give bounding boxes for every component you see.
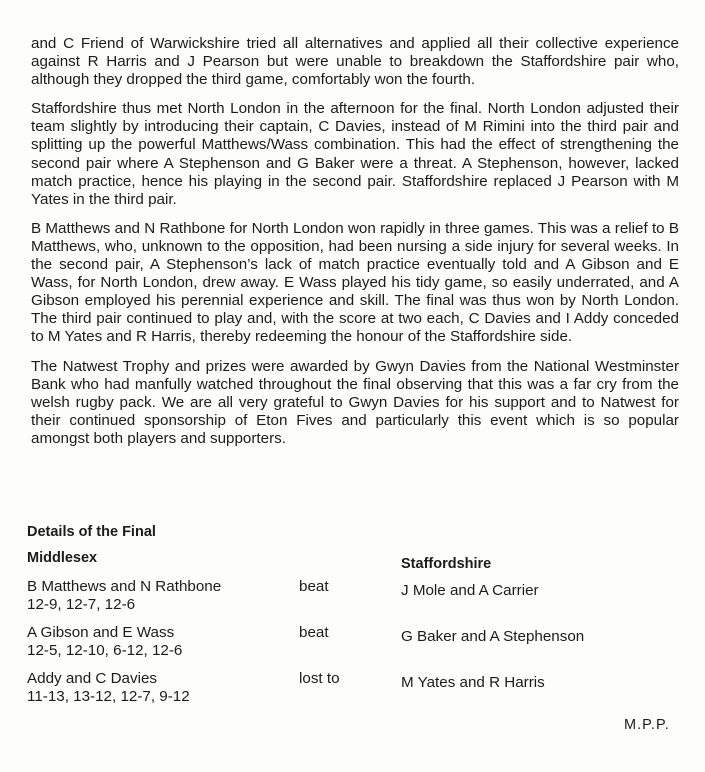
match-players-left: Addy and C Davies <box>27 670 158 687</box>
paragraph-1: and C Friend of Warwickshire tried all alternatives and applied all their collective experience against R Harris and J Pearson but were unable to breakdown the Staffordshire pair who, although they dropped the third game, comfortably won the fourth. <box>31 35 679 89</box>
match-players-left: A Gibson and E Wass <box>27 624 175 641</box>
team-headers <box>27 550 687 578</box>
match-result: lost to <box>299 670 340 687</box>
match-players-right: M Yates and R Harris <box>401 674 545 691</box>
match-players-right: G Baker and A Stephenson <box>401 628 585 645</box>
paragraph-4: The Natwest Trophy and prizes were awarded by Gwyn Davies from the National Westminster Bank who had manfully watched throughout the final observing that this was a far cry from the welsh rugby pack. We are all very grateful to Gwyn Davies for his support and to Natwest for their continued sponsorship of Eton Fives and particularly this event which is so popular amongst both players and supporters. <box>31 357 679 447</box>
paragraph-2: Staffordshire thus met North London in the afternoon for the final. North London adjusted their team slightly by introducing their captain, C Davies, instead of M Rimini into the third pair and splitting up the powerful Matthews/Wass combination. This had the effect of strengthening the second pair where A Stephenson and G Baker were a threat. A Stephenson, however, lacked match practice, hence his playing in the second pair. Staffordshire replaced J Pearson with M Yates in the third pair. <box>31 100 679 208</box>
match-row <box>27 578 687 624</box>
match-scores: 12-5, 12-10, 6-12, 12-6 <box>27 642 183 659</box>
author-signature: M.P.P. <box>624 717 670 733</box>
match-result: beat <box>299 578 329 595</box>
team-right-name: Staffordshire <box>401 556 492 572</box>
match-players-right: J Mole and A Carrier <box>401 582 539 599</box>
paragraph-3: B Matthews and N Rathbone for North London won rapidly in three games. This was a relief to B Matthews, who, unknown to the opposition, had been nursing a side injury for several weeks. In the second pair, A Stephenson’s lack of match practice eventually told and A Gibson and E Wass, for North London, drew away. E Wass played his tidy game, so easily underrated, and A Gibson employed his perennial experience and skill. The final was thus won by North London. The third pair continued to play and, with the score at two each, C Davies and I Addy conceded to M Yates and R Harris, thereby redeeming the honour of the Staffordshire side. <box>31 219 679 346</box>
final-details <box>27 524 687 716</box>
match-scores: 11-13, 13-12, 12-7, 9-12 <box>27 688 190 705</box>
details-heading: Details of the Final <box>27 524 156 540</box>
article-body <box>31 35 679 459</box>
match-result: beat <box>299 624 329 641</box>
match-players-left: B Matthews and N Rathbone <box>27 578 222 595</box>
match-row <box>27 624 687 670</box>
team-left-name: Middlesex <box>27 550 98 566</box>
match-row <box>27 670 687 716</box>
match-scores: 12-9, 12-7, 12-6 <box>27 596 136 613</box>
